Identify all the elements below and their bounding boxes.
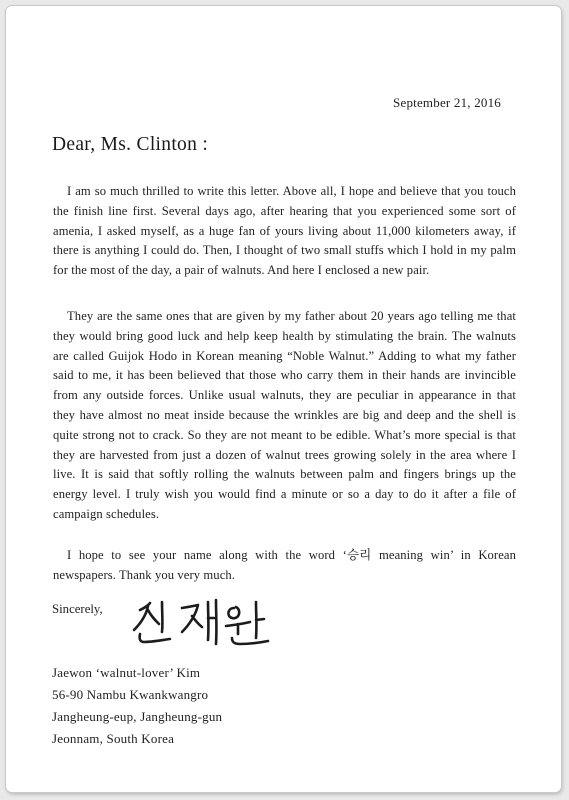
- sender-name: Jaewon ‘walnut-lover’ Kim: [52, 665, 201, 680]
- sender-town: Jangheung-eup, Jangheung-gun: [52, 709, 223, 724]
- sender-street: 56-90 Nambu Kwankwangro: [52, 687, 209, 702]
- body-paragraph-3: I hope to see your name along with the word ‘승리 meaning win’ in Korean newspapers. Thank you very much.: [53, 548, 516, 582]
- body-paragraph-2: They are the same ones that are given by my father about 20 years ago telling me that they would bring good luck and help keep health by stimulating the brain. The walnuts are called Guijok Hodo in Korean meaning “Noble Walnut.” Adding to what my father said to me, it has been believed that those who carry them in their hands are invincible from any outside forces. Unlike usual walnuts, they are peculiar in appearance in that they have almost no meat inside because the wrinkles are big and deep and the shell is quite strong not to crack. So they are not meant to be edible. What’s more special is that they are harvested from just a dozen of walnut trees growing solely in the area where I live. It is said that softly rolling the walnuts between palm and fingers brings up the energy level. I truly wish you would find a minute or so a day to do it after a file of campaign schedules.: [53, 309, 516, 521]
- body-paragraph-1: I am so much thrilled to write this letter. Above all, I hope and believe that you touch the finish line first. Several days ago, after hearing that you experienced some sort of amenia, I asked myself, as a huge fan of yours living about 11,000 kilometers away, if there is anything I could do. Then, I thought of two small stuffs which I hold in my palm for the most of the day, a pair of walnuts. And here I enclosed a new pair.: [53, 184, 516, 278]
- letter-date: September 21, 2016: [393, 95, 501, 110]
- sender-region: Jeonnam, South Korea: [52, 731, 175, 746]
- handwritten-signature: [126, 594, 286, 652]
- letter-page: [6, 6, 561, 792]
- closing: Sincerely,: [52, 602, 103, 616]
- greeting: Dear, Ms. Clinton :: [52, 134, 209, 155]
